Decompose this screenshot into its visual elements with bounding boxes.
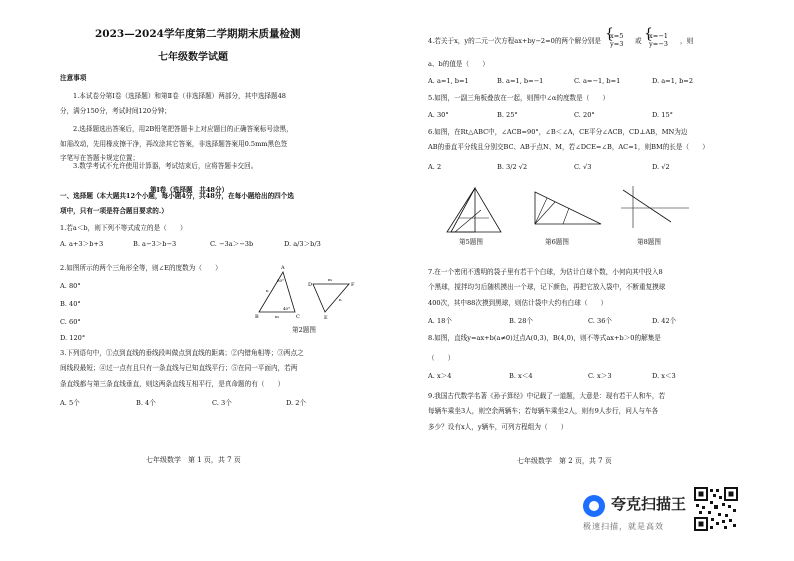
q5-option-c: C. 20° [574,111,595,119]
q7-stem-line: 400次，其中88次摸到黑球，则估计袋中大约有白球（ ） [428,299,608,307]
q4-stem: 4.若关于x，y的二元一次方程ax+by−2=0的两个解分别是 [428,37,601,45]
q4-system-join: 或 [635,37,642,45]
watermark-slogan: 极速扫描，就是高效 [583,522,664,531]
q2-option-a: A. 80° [60,282,81,290]
q8-option-a: A. x＞4 [428,372,452,380]
q4-option-c: C. a=−1, b=1 [574,77,621,85]
q8-figure-caption: 第8题图 [637,238,661,246]
q4-option-b: B. a=1, b=−1 [497,77,544,85]
q4-option-d: D. a=1, b=2 [652,77,694,85]
q6-figure-caption: 第6题图 [545,238,569,246]
note-line: 1.本试卷分第Ⅰ卷（选择题）和第Ⅱ卷（非选择题）两部分，其中选择题48 [73,92,286,100]
note-line: 如需改动，先用橡皮擦干净，再改涂其它答案，非选择题答案用0.5mm黑色签 [60,140,288,148]
q7-option-a: A. 18个 [428,317,452,325]
q6-option-d: D. √2 [652,163,670,171]
fig-label-a: A [281,265,285,271]
q4-system-2-y: y=−3 [649,40,668,48]
q8-line-graph-figure [621,186,691,230]
q4-option-a: A. a=1, b=1 [428,77,469,85]
section-intro: 一、选择题（本大题共12个小题，每小题4分，共48分，在每小题给出的四个选 [60,192,294,200]
q2-option-c: C. 60° [60,318,81,326]
q1-option-d: D. a/3＞b/3 [284,240,321,248]
note-line: 3.数学考试不允许使用计算器，考试结束后，应将答题卡交回。 [73,162,258,170]
q6-option-c: C. √3 [574,163,592,171]
q4-system-1-y: y=3 [610,40,624,48]
fig-label-f: F [351,282,355,288]
q1-option-c: C. −3a＞−3b [210,240,254,248]
q7-stem-line: 个黑球，搅拌均匀后随机摸出一个球，记下颜色，再把它放入袋中，不断重复摸球 [428,283,666,291]
qr-code-icon [694,487,738,531]
fig-label-angle: 80° [277,278,285,283]
q1-stem: 1.若a＜b，则下列不等式成立的是（ ） [60,224,187,232]
q9-stem-line: 多少？设有x人，y辆车，可列方程组为（ ） [428,423,568,431]
page-footer: 七年级数学 第 2 页，共 7 页 [517,457,612,465]
fig-label-side: m [275,314,279,319]
q8-option-b: B. x＜4 [509,372,533,380]
section-intro: 项中，只有一项是符合题目要求的.） [60,207,168,215]
q4-stem-tail: ，则 [680,37,694,45]
page-footer: 七年级数学 第 1 页，共 7 页 [146,456,241,464]
exam-page-2 [397,0,794,561]
q1-option-a: A. a+3＞b+3 [60,240,104,248]
q6-option-b: B. 3/2 √2 [497,163,528,171]
q4-stem-2: a、b的值是（ ） [428,60,489,68]
q3-option-d: D. 2个 [286,399,307,407]
q2-triangles-figure [255,265,365,321]
q2-figure-caption: 第2题图 [292,326,316,334]
q5-stem: 5.如图，一副三角板叠放在一起，则图中∠α的度数是（ ） [428,94,610,102]
q1-option-b: B. a−3＞b−3 [133,240,177,248]
q5-set-squares-figure [445,188,507,234]
fig-label-side: n [266,288,269,293]
q8-option-d: D. x＜3 [652,372,676,380]
q4-system-1-x: x=5 [610,32,624,40]
q2-option-b: B. 40° [60,300,81,308]
q9-stem-line: 每辆车乘坐3人，则空余两辆车；若每辆车乘坐2人，则有9人步行，问人与车各 [428,407,659,415]
q7-option-d: D. 42个 [652,317,677,325]
q5-figure-caption: 第5题图 [459,238,483,246]
q7-option-b: B. 28个 [509,317,534,325]
note-line: 分，满分150分，考试时间120分钟； [60,107,171,115]
q4-system-2: { x=−1 y=−3 [644,26,668,48]
q3-stem-line: 条直线都与第三条直线垂直，则这两条直线互相平行，是真命题的有（ ） [60,380,285,388]
q2-stem: 2.如图所示的两个三角形全等，则∠E的度数为（ ） [60,264,222,272]
q4-system-1: { x=5 y=3 [605,26,624,48]
fig-label-e: E [324,315,328,321]
fig-label-d: D [308,282,313,288]
q5-option-b: B. 25° [497,111,518,119]
fig-label-angle: 40° [283,306,291,311]
q4-system-2-x: x=−1 [649,32,668,40]
exam-subtitle: 七年级数学试题 [158,52,228,63]
q6-stem-line: 6.如图，在Rt△ABC中，∠ACB=90°，∠B＜∠A，CE平分∠ACB，CD⊥AB，MN为边 [428,128,688,136]
q3-option-a: A. 5个 [60,399,80,407]
q8-option-c: C. x＞3 [588,372,612,380]
q7-option-c: C. 36个 [588,317,612,325]
q3-stem-line: 间线段最短；④过一点有且只有一条直线与已知直线平行；⑤在同一平面内，若两 [60,364,298,372]
watermark-brand-name: 夸克扫描王 [611,495,687,513]
q3-option-c: C. 3个 [212,399,232,407]
exam-title: 2023—2024学年度第二学期期末质量检测 [95,28,301,40]
q2-option-d: D. 120° [60,334,86,342]
quark-scanner-logo-icon [583,495,605,517]
q7-stem-line: 7.在一个密闭不透明的袋子里有若干个白球，为估计白球个数，小何向其中投入8 [428,268,663,276]
q3-stem-line: 3.下列语句中，①点到直线的垂线段叫做点到直线的距离；②内错角相等；③两点之 [60,349,304,357]
q9-stem-line: 9.我国古代数学名著《孙子算经》中记载了一道题，大意是：现有若干人和车，若 [428,392,666,400]
fig-label-b: B [255,314,259,320]
fig-label-c: C [296,314,300,320]
q8-stem-2: （ ） [428,354,455,362]
note-line: 2.选择题选出答案后，用2B铅笔把答题卡上对应题目的正确答案标号涂黑， [73,125,293,133]
q6-right-triangle-figure [535,190,605,230]
q6-option-a: A. 2 [428,163,442,171]
note-line: 字笔写在答题卡规定位置； [60,154,140,162]
notes-heading: 注意事项 [60,74,87,82]
section-heading: 第Ⅰ卷（选择题 共48分） [150,186,229,194]
q8-stem: 8.如图，直线y=ax+b(a≠0)过点A(0,3)，B(4,0)，则不等式ax+b＞0的解集是 [428,334,661,342]
q5-option-a: A. 30° [428,111,449,119]
q3-option-b: B. 4个 [136,399,156,407]
fig-label-side: m [328,277,332,282]
q6-stem-line: AB的垂直平分线且分别交BC、AB于点N、M，若∠DCE=∠B，AC=1，则BM的长是（ ） [428,143,709,151]
q5-option-d: D. 15° [652,111,673,119]
fig-label-side: n [339,297,342,302]
